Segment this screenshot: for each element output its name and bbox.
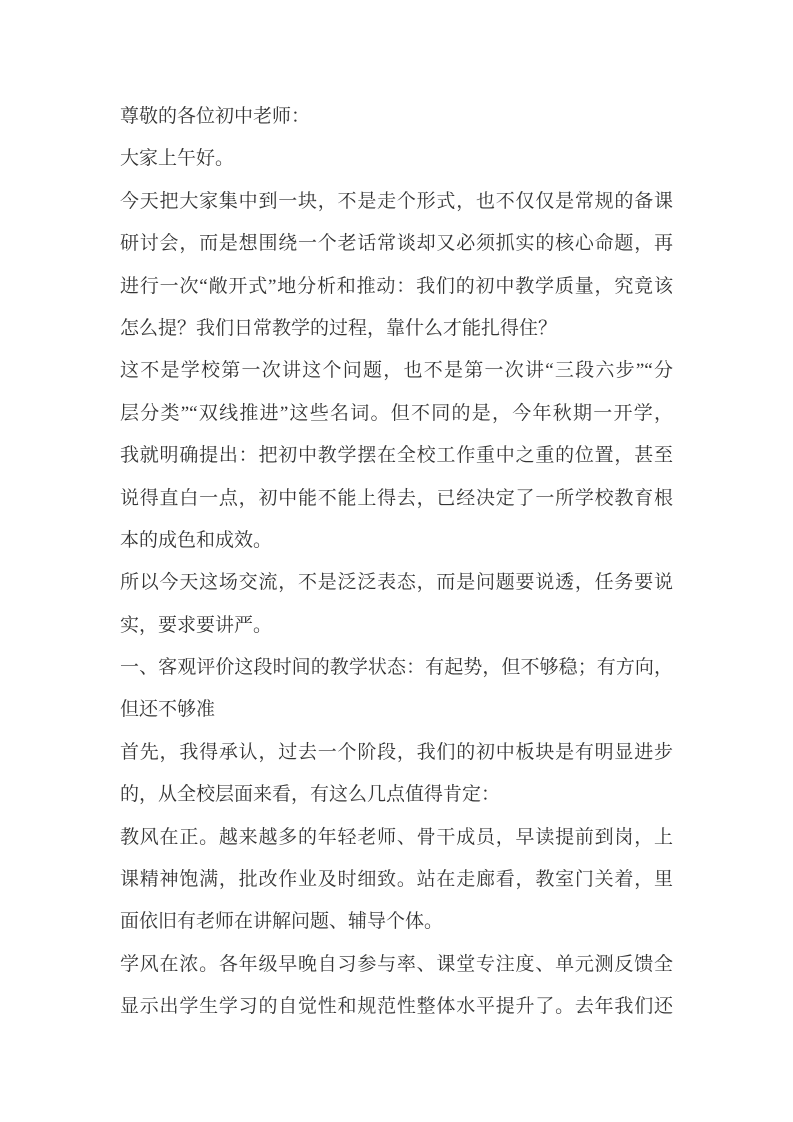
- paragraph: [120, 181, 673, 351]
- paragraph: [120, 944, 673, 1029]
- text-line: 实，要求要讲严。: [120, 614, 273, 636]
- text-line: 研讨会，而是想围绕一个老话常谈却又必须抓实的核心命题，再: [120, 233, 673, 255]
- text-line: 层分类”“双线推进”这些名词。但不同的是，今年秋期一开学，: [120, 402, 673, 424]
- text-line: 一、客观评价这段时间的教学状态：有起势，但不够稳；有方向，: [120, 657, 673, 679]
- section-heading: [120, 647, 673, 732]
- text-line: 学风在浓。各年级早晚自习参与率、课堂专注度、单元测反馈全: [120, 953, 673, 975]
- text-line: 首先，我得承认，过去一个阶段，我们的初中板块是有明显进步: [120, 741, 673, 763]
- text-line: 我就明确提出：把初中教学摆在全校工作重中之重的位置，甚至: [120, 445, 673, 467]
- document-body: [120, 96, 673, 1029]
- paragraph: [120, 732, 673, 817]
- text-line: 今天把大家集中到一块，不是走个形式，也不仅仅是常规的备课: [120, 190, 673, 212]
- paragraph: [120, 350, 673, 562]
- text-line: 的，从全校层面来看，有这么几点值得肯定：: [120, 784, 501, 806]
- text-line: 尊敬的各位初中老师：: [120, 106, 311, 127]
- text-line: 大家上午好。: [120, 148, 235, 170]
- text-line: 教风在正。越来越多的年轻老师、骨干成员，早读提前到岗，上: [120, 826, 673, 848]
- text-line: 显示出学生学习的自觉性和规范性整体水平提升了。去年我们还: [120, 996, 673, 1018]
- text-line: 本的成色和成效。: [120, 529, 273, 551]
- text-line: 所以今天这场交流，不是泛泛表态，而是问题要说透，任务要说: [120, 572, 673, 594]
- paragraph: [120, 138, 673, 180]
- paragraph: [120, 96, 673, 138]
- text-line: 这不是学校第一次讲这个问题，也不是第一次讲“三段六步”“分: [120, 360, 673, 382]
- paragraph: [120, 817, 673, 944]
- text-line: 说得直白一点，初中能不能上得去，已经决定了一所学校教育根: [120, 487, 673, 509]
- paragraph: [120, 562, 673, 647]
- text-line: 课精神饱满，批改作业及时细致。站在走廊看，教室门关着，里: [120, 869, 673, 891]
- text-line: 进行一次“敞开式”地分析和推动：我们的初中教学质量，究竟该: [120, 275, 673, 297]
- text-line: 面依旧有老师在讲解问题、辅导个体。: [120, 911, 444, 933]
- text-line: 但还不够准: [120, 699, 216, 721]
- text-line: 怎么提？我们日常教学的过程，靠什么才能扎得住？: [120, 317, 558, 339]
